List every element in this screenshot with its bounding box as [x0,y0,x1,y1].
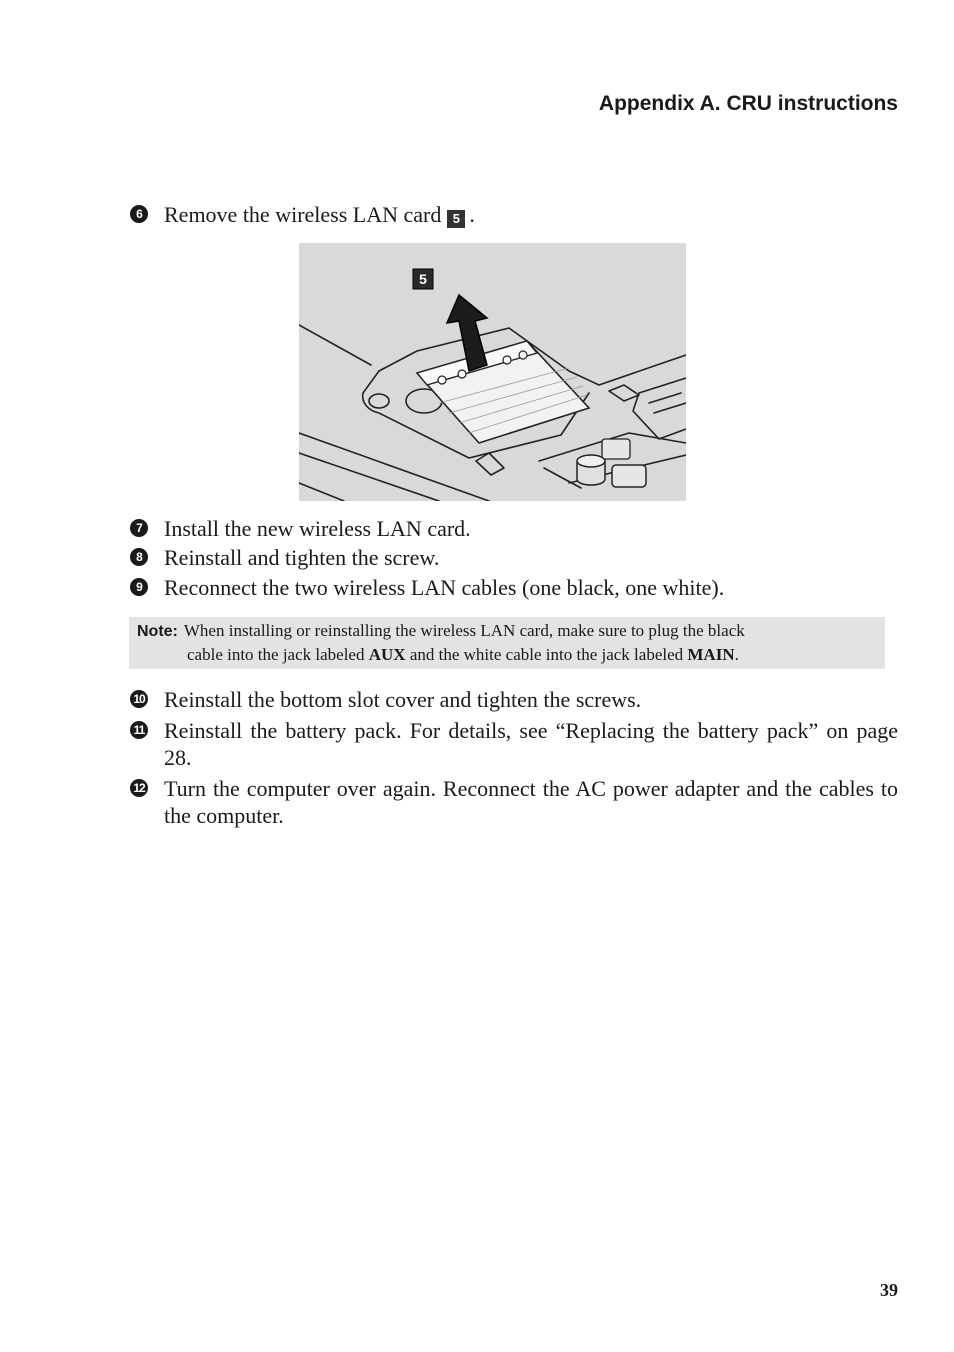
step-text [164,201,898,228]
step-12 [130,775,898,829]
connector-bottom [476,453,504,475]
note-text-part: . [734,645,739,664]
step-number: 6 [130,205,148,223]
slot-right-ridges [649,393,686,413]
main-label: MAIN [687,645,735,664]
chassis-bottom-line-2 [299,453,439,501]
step-number: 12 [130,779,148,797]
step-number: 11 [130,721,148,739]
note-label: Note: [137,623,178,640]
step-11 [130,717,898,771]
step-number: 8 [130,548,148,566]
step-7 [130,515,898,542]
step-text: Install the new wireless LAN card. [164,516,471,541]
note-box [129,617,885,669]
step-number: 9 [130,578,148,596]
page-header: Appendix A. CRU instructions [598,92,898,115]
wireless-card-illustration [299,243,686,501]
laptop-bottom-drawing [299,243,686,501]
step-text: Reinstall the bottom slot cover and tighten the screws. [164,687,642,712]
step-6 [130,201,898,228]
chassis-bottom-line-3 [299,483,344,501]
wireless-card [417,341,589,443]
step-9 [130,574,898,601]
page-number: 39 [880,1280,898,1300]
callout-marker: 5 [447,210,465,228]
arrow-up-icon [447,295,487,371]
slot-right [633,378,686,439]
screw-hole [369,394,389,408]
step-8 [130,544,898,571]
step-text: Reconnect the two wireless LAN cables (one black, one white). [164,575,725,600]
connector-small [609,385,639,401]
callout-label: 5 [419,271,427,287]
step-text: Turn the computer over again. Reconnect the AC power adapter and the cables to the computer. [164,776,898,828]
note-text-line2 [137,643,877,666]
note-text-line1: When installing or reinstalling the wireless LAN card, make sure to plug the black [183,621,745,640]
step-10 [130,686,898,713]
step-text: Reinstall and tighten the screw. [164,545,440,570]
step-number: 7 [130,519,148,537]
step-number: 10 [130,690,148,708]
note-text-part: cable into the jack labeled [187,645,365,664]
note-text-part: and the white cable into the jack labeled [409,645,684,664]
step-text-main: Remove the wireless LAN card [164,202,442,227]
aux-label: AUX [368,645,406,664]
step-text-end: . [469,202,475,227]
chassis-edge-line [299,325,371,365]
step-text: Reinstall the battery pack. For details, see “Replacing the battery pack” on page 28. [164,718,898,770]
chassis-bottom-line [299,433,489,501]
